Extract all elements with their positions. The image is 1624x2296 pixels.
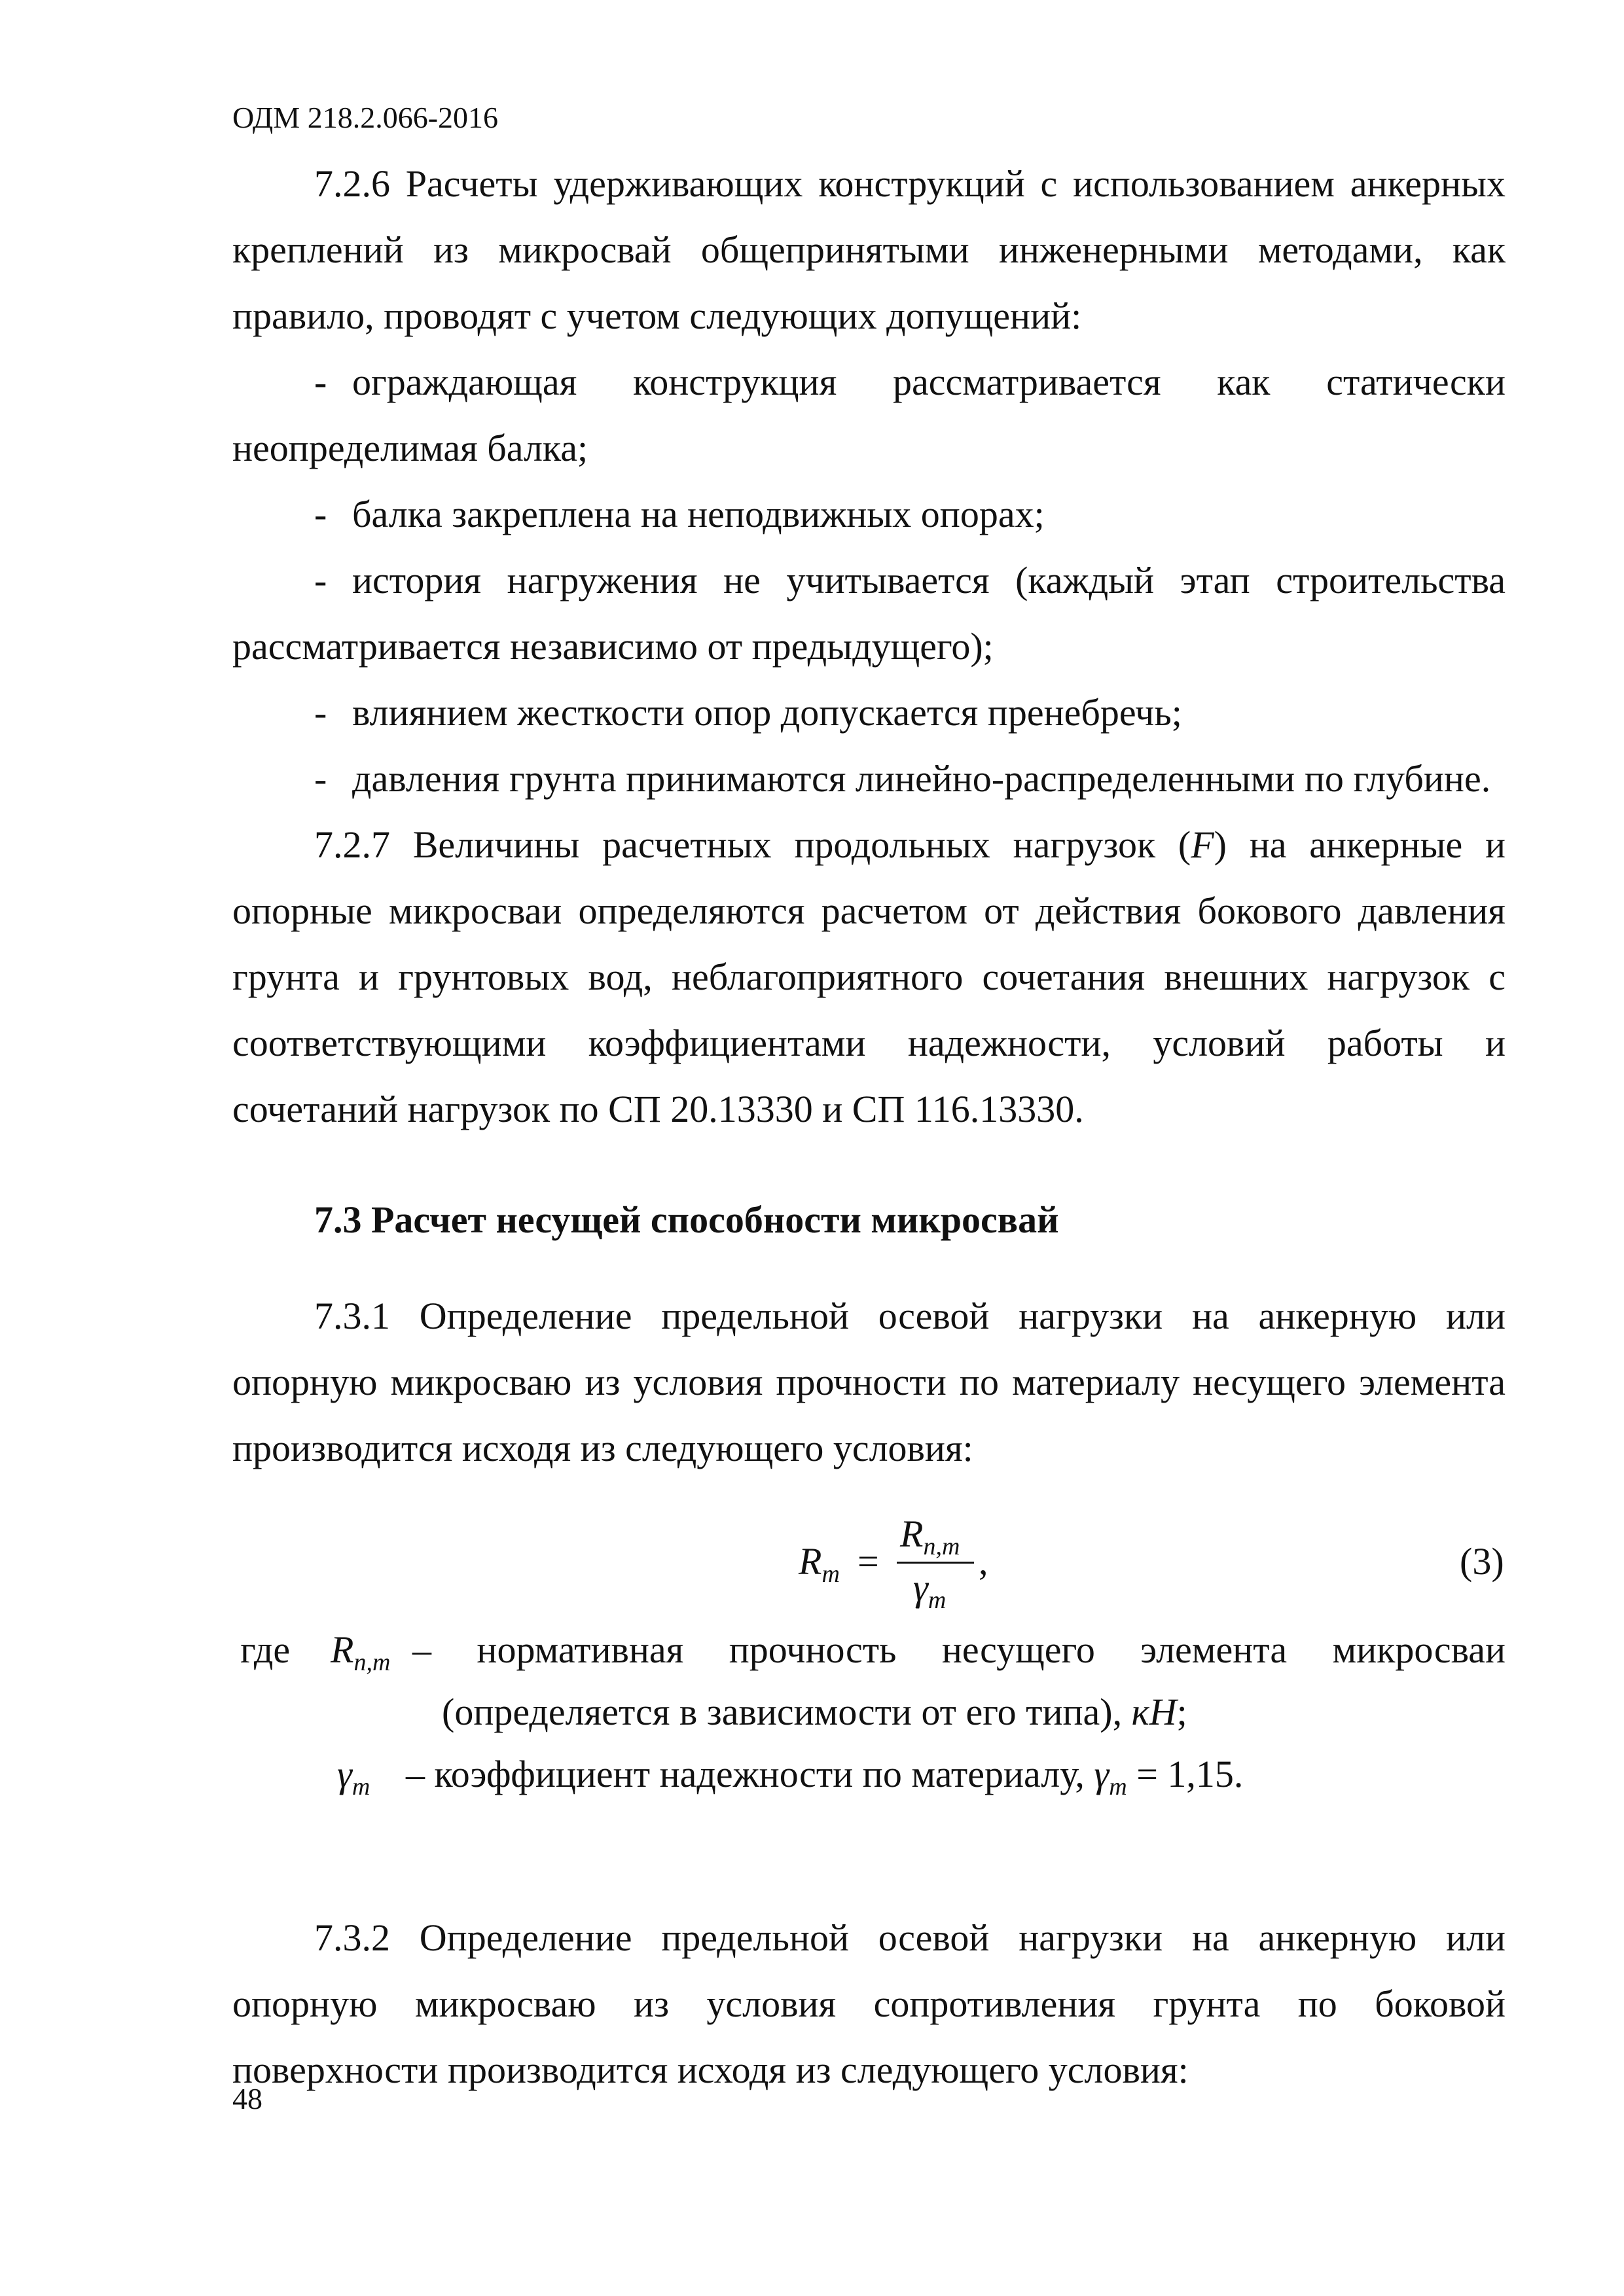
paragraph-line: 7.3.2 Определение предельной осевой нагрузки на анкерную или: [314, 1916, 1506, 1959]
symbol-r: R: [331, 1628, 354, 1671]
symbol-r: R: [900, 1513, 924, 1555]
paragraph-line: опорную микросваю из условия сопротивления грунта по боковой: [232, 1982, 1506, 2025]
text-fragment: (определяется в зависимости от его типа),: [442, 1691, 1132, 1733]
page-number: 48: [232, 2082, 262, 2115]
where-symbol: [337, 1741, 370, 1820]
bullet-text: ограждающая конструкция рассматривается как статически: [352, 361, 1506, 403]
text-fragment: = 1,15.: [1127, 1753, 1244, 1795]
bullet-dash: -: [314, 559, 327, 601]
subscript: n,m: [353, 1649, 391, 1676]
bullet-item: [232, 679, 1506, 745]
paragraph-line: производится исходя из следующего условия:: [232, 1427, 973, 1469]
subscript: m: [928, 1587, 947, 1614]
text-fragment: ;: [1176, 1691, 1187, 1733]
where-label: где: [240, 1628, 291, 1671]
where-row: [232, 1617, 1506, 1683]
unit-kn: кН: [1131, 1691, 1177, 1733]
text-fragment: – коэффициент надежности по материалу,: [406, 1753, 1094, 1795]
symbol-r: R: [799, 1540, 822, 1583]
symbol-gamma: γ: [1094, 1753, 1110, 1795]
subscript: m: [352, 1773, 370, 1801]
paragraph-line: 7.2.6 Расчеты удерживающих конструкций с использованием анкерных: [314, 162, 1506, 205]
formula-3: [799, 1512, 1060, 1614]
paragraph-line: опорные микросваи определяются расчетом от действия бокового давления: [232, 889, 1506, 932]
section-7-2-6: [232, 151, 1506, 1142]
bullet-text: давления грунта принимаются линейно-распределенными по глубине.: [352, 757, 1491, 800]
paragraph-line: опорную микросваю из условия прочности по материалу несущего элемента: [232, 1361, 1506, 1403]
bullet-dash: -: [314, 691, 327, 734]
subscript: n,m: [923, 1533, 960, 1560]
formula-denominator: [913, 1566, 946, 1615]
section-heading: 7.3 Расчет несущей способности микросвай: [314, 1198, 1059, 1241]
document-code: ОДМ 218.2.066-2016: [232, 101, 499, 134]
bullet-item: [232, 349, 1506, 415]
bullet-continuation: рассматривается независимо от предыдущего);: [232, 625, 994, 668]
paragraph-line: [232, 812, 1506, 878]
bullet-dash: -: [314, 361, 327, 403]
bullet-continuation: неопределимая балка;: [232, 427, 588, 469]
where-definition: – нормативная прочность несущего элемента микросваи: [412, 1628, 1506, 1671]
equation-number: (3): [1460, 1540, 1504, 1583]
section-7-3: [232, 1187, 1506, 1253]
bullet-dash: -: [314, 493, 327, 535]
paragraph-line: соответствующими коэффициентами надежности, условий работы и: [232, 1022, 1506, 1064]
bullet-text: балка закреплена на неподвижных опорах;: [352, 493, 1045, 535]
where-row: [232, 1741, 1506, 1807]
bullet-item: [232, 481, 1506, 547]
paragraph-line: креплений из микросвай общепринятыми инженерными методами, как: [232, 228, 1506, 271]
bullet-item: [232, 745, 1506, 812]
where-row-continuation: [232, 1679, 1506, 1745]
paragraph-line: 7.3.1 Определение предельной осевой нагрузки на анкерную или: [314, 1295, 1506, 1337]
subscript: m: [1109, 1773, 1127, 1801]
formula-numerator: [900, 1512, 960, 1561]
formula-comma: ,: [979, 1540, 988, 1583]
paragraph-7-3-2: [232, 1905, 1506, 2103]
text-fragment: ) на анкерные и: [1214, 823, 1506, 866]
paragraph-line: грунта и грунтовых вод, неблагоприятного сочетания внешних нагрузок с: [232, 956, 1506, 998]
subscript: m: [821, 1560, 840, 1588]
paragraph-7-3-1: [232, 1283, 1506, 1481]
equals-sign: =: [857, 1540, 879, 1583]
symbol-gamma: γ: [913, 1566, 928, 1609]
paragraph-line: правило, проводят с учетом следующих допущений:: [232, 295, 1082, 337]
symbol-gamma: γ: [337, 1753, 352, 1795]
bullet-item: [232, 547, 1506, 613]
variable-f: F: [1191, 823, 1214, 866]
bullet-dash: -: [314, 757, 327, 800]
paragraph-line: сочетаний нагрузок по СП 20.13330 и СП 116.13330.: [232, 1088, 1084, 1130]
bullet-text: влиянием жесткости опор допускается пренебречь;: [352, 691, 1182, 734]
fraction-bar: [897, 1562, 974, 1564]
where-definition-continuation: [442, 1679, 1187, 1745]
where-definition: [406, 1741, 1506, 1820]
formula-lhs: [799, 1539, 840, 1588]
text-fragment: 7.2.7 Величины расчетных продольных нагрузок (: [314, 823, 1191, 866]
bullet-text: история нагружения не учитывается (каждый этап строительства: [352, 559, 1506, 601]
paragraph-line: поверхности производится исходя из следующего условия:: [232, 2049, 1189, 2091]
